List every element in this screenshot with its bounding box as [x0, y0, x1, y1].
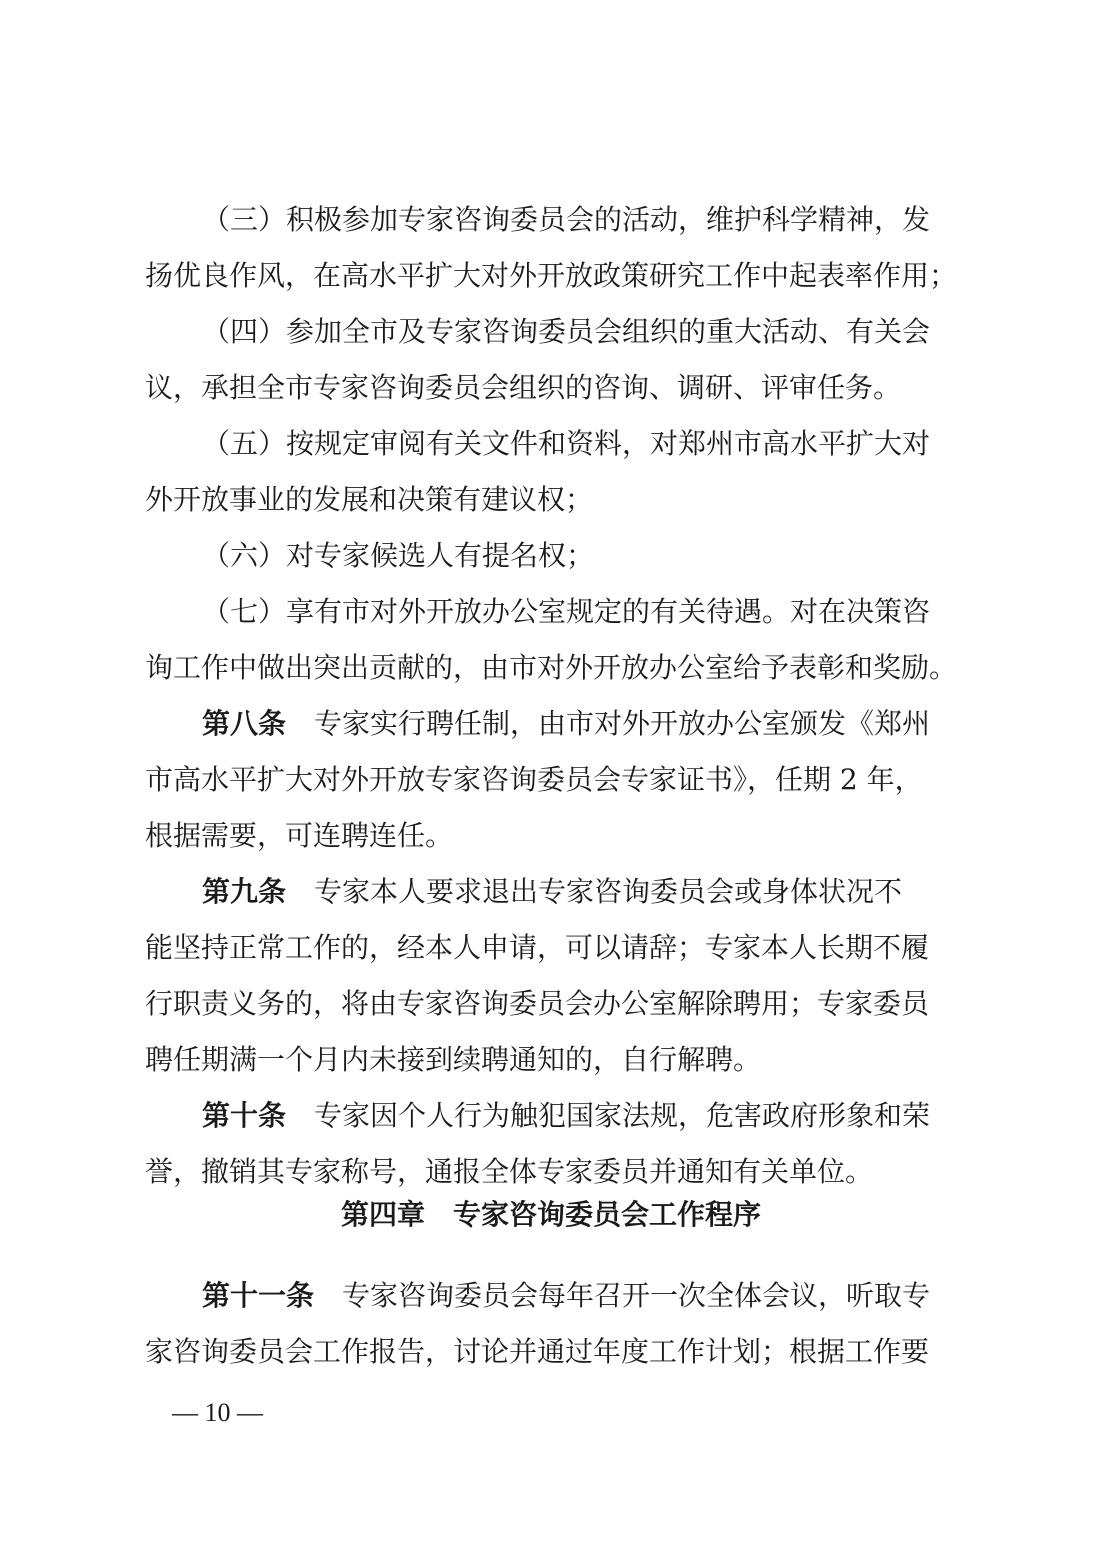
article-11-text: 专家咨询委员会每年召开一次全体会议，听取专	[342, 1279, 931, 1312]
page-number: — 10 —	[172, 1398, 263, 1427]
article-11-line	[202, 1276, 965, 1316]
text-line: 誉，撤销其专家称号，通报全体专家委员并通知有关单位。	[145, 1155, 874, 1188]
text-line: 外开放事业的发展和决策有建议权；	[145, 483, 594, 516]
text-line: 市高水平扩大对外开放专家咨询委员会专家证书》，任期 2 年，	[145, 763, 923, 796]
article-8-line	[202, 704, 965, 744]
article-10-text: 专家因个人行为触犯国家法规，危害政府形象和荣	[314, 1099, 931, 1132]
article-9-line	[202, 872, 965, 912]
text-line: 询工作中做出突出贡献的，由市对外开放办公室给予表彰和奖励。	[145, 651, 958, 684]
text-line: 议，承担全市专家咨询委员会组织的咨询、调研、评审任务。	[145, 371, 902, 404]
article-10-line	[202, 1096, 965, 1136]
article-9-title: 第九条	[202, 875, 287, 908]
article-8-text: 专家实行聘任制，由市对外开放办公室颁发《郑州	[314, 707, 931, 740]
text-line: 扬优良作风，在高水平扩大对外开放政策研究工作中起表率作用；	[145, 259, 958, 292]
text-line: 能坚持正常工作的，经本人申请，可以请辞；专家本人长期不履	[145, 931, 930, 964]
text-line: （五）按规定审阅有关文件和资料，对郑州市高水平扩大对	[202, 427, 931, 460]
text-line: 根据需要，可连聘连任。	[145, 819, 454, 852]
text-line: 行职责义务的，将由专家咨询委员会办公室解除聘用；专家委员	[145, 987, 930, 1020]
article-9-text: 专家本人要求退出专家咨询委员会或身体状况不	[314, 875, 903, 908]
text-line: （四）参加全市及专家咨询委员会组织的重大活动、有关会	[202, 315, 931, 348]
chapter-title: 专家咨询委员会工作程序	[453, 1198, 762, 1231]
chapter-heading	[0, 1195, 1102, 1235]
article-10-title: 第十条	[202, 1099, 287, 1132]
text-line: （七）享有市对外开放办公室规定的有关待遇。对在决策咨	[202, 595, 931, 628]
article-8-title: 第八条	[202, 707, 287, 740]
text-line: （六）对专家候选人有提名权；	[202, 539, 595, 572]
article-11-title: 第十一条	[202, 1279, 315, 1312]
chapter-number: 第四章	[340, 1198, 425, 1231]
text-line: 聘任期满一个月内未接到续聘通知的，自行解聘。	[145, 1043, 762, 1076]
text-line: 家咨询委员会工作报告，讨论并通过年度工作计划；根据工作要	[145, 1335, 930, 1368]
text-line: （三）积极参加专家咨询委员会的活动，维护科学精神，发	[202, 203, 931, 236]
